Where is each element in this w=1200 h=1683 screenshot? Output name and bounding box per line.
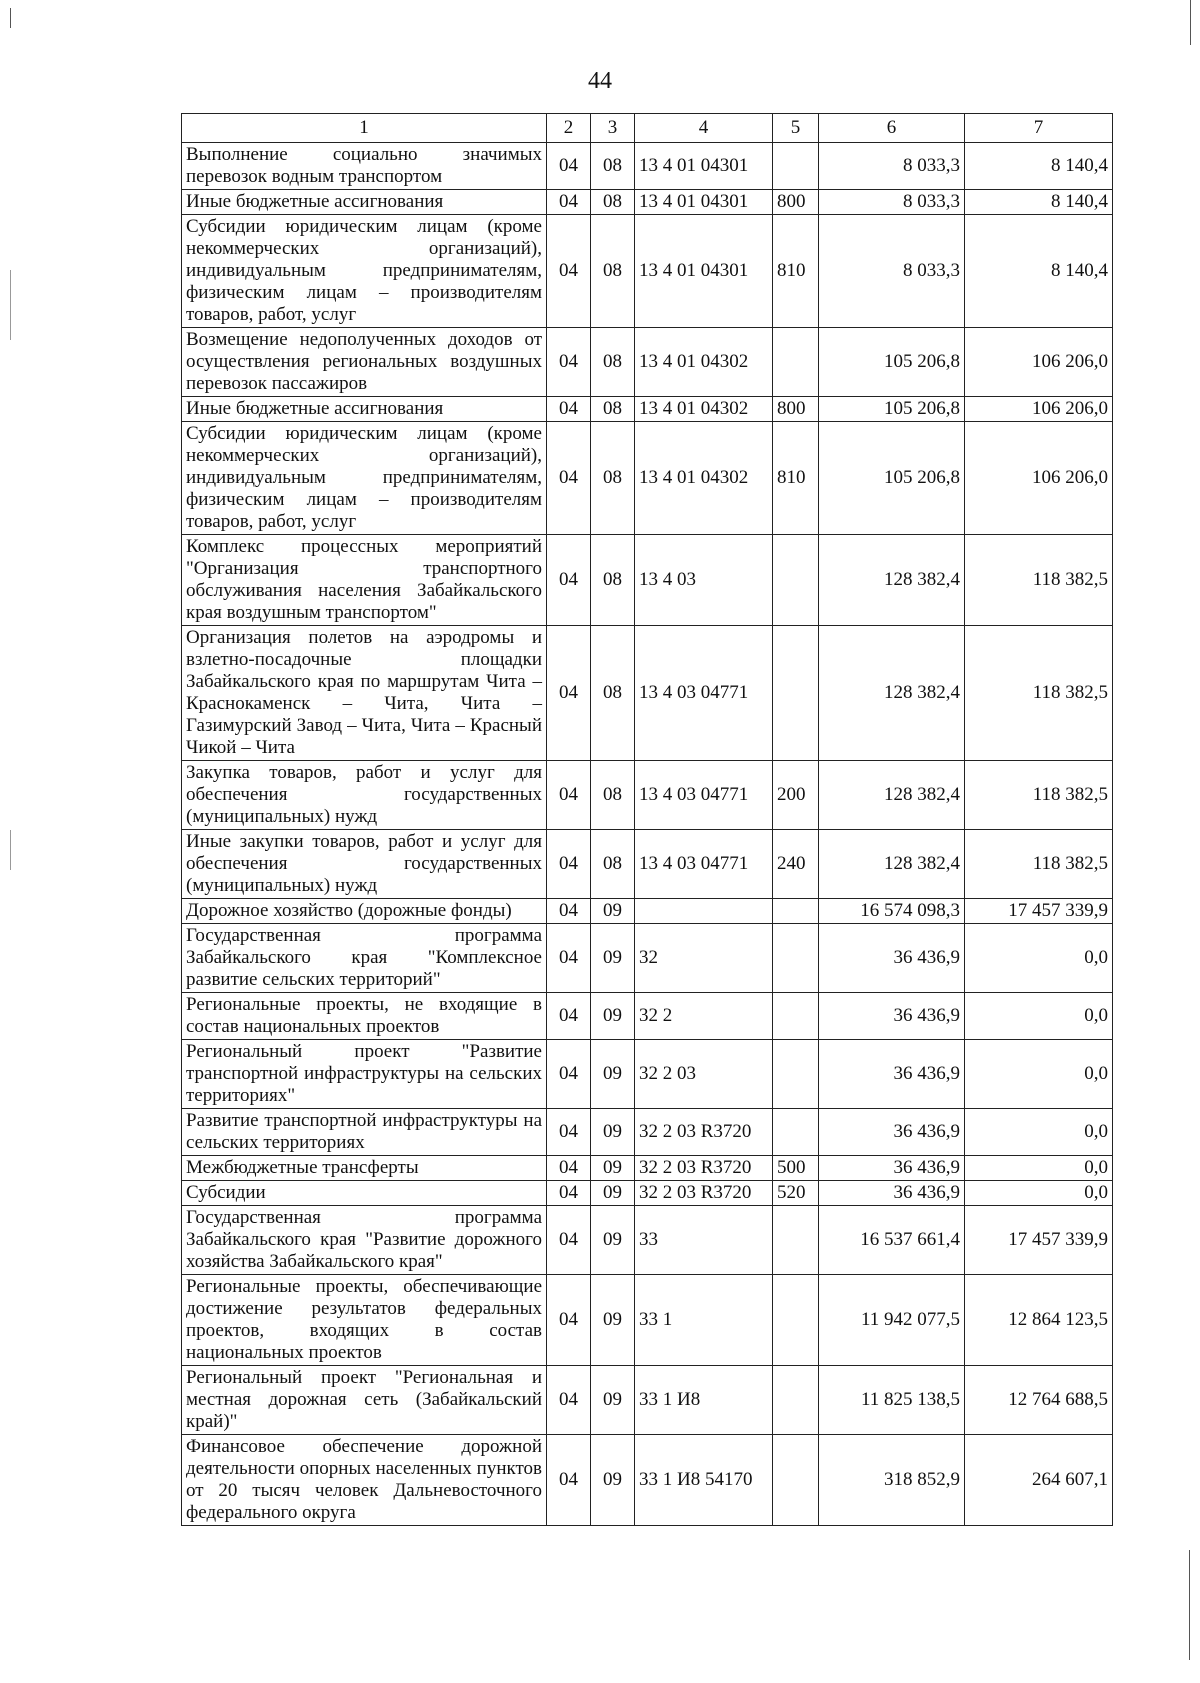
row-expense-type <box>773 1040 819 1109</box>
row-name: Региональные проекты, обеспечивающие достижение результатов федеральных проектов, входящих в состав национальных проектов <box>182 1275 547 1366</box>
row-subsection: 08 <box>591 422 635 535</box>
row-expense-type <box>773 626 819 761</box>
scan-mark <box>1189 1550 1190 1660</box>
row-program-code: 13 4 03 04771 <box>635 626 773 761</box>
row-amount-col6: 11 942 077,5 <box>819 1275 965 1366</box>
row-program-code: 13 4 01 04302 <box>635 397 773 422</box>
row-program-code: 32 <box>635 924 773 993</box>
row-expense-type <box>773 1206 819 1275</box>
row-amount-col6: 36 436,9 <box>819 993 965 1040</box>
row-amount-col7: 8 140,4 <box>965 215 1113 328</box>
row-program-code: 32 2 03 R3720 <box>635 1156 773 1181</box>
row-subsection: 08 <box>591 761 635 830</box>
row-section: 04 <box>547 1040 591 1109</box>
row-amount-col6: 128 382,4 <box>819 761 965 830</box>
row-name: Возмещение недополученных доходов от осуществления региональных воздушных перевозок пассажиров <box>182 328 547 397</box>
row-program-code: 13 4 01 04301 <box>635 190 773 215</box>
row-subsection: 09 <box>591 924 635 993</box>
row-section: 04 <box>547 190 591 215</box>
row-expense-type: 800 <box>773 397 819 422</box>
row-program-code: 13 4 03 <box>635 535 773 626</box>
row-section: 04 <box>547 143 591 190</box>
row-subsection: 08 <box>591 397 635 422</box>
row-amount-col7: 106 206,0 <box>965 328 1113 397</box>
row-amount-col7: 106 206,0 <box>965 397 1113 422</box>
row-program-code: 32 2 <box>635 993 773 1040</box>
table-row <box>182 535 1113 626</box>
row-program-code: 33 <box>635 1206 773 1275</box>
row-section: 04 <box>547 761 591 830</box>
row-section: 04 <box>547 924 591 993</box>
row-subsection: 08 <box>591 830 635 899</box>
table-row <box>182 924 1113 993</box>
table-row <box>182 830 1113 899</box>
row-program-code: 13 4 03 04771 <box>635 830 773 899</box>
header-col-3: 3 <box>591 114 635 143</box>
row-program-code: 33 1 И8 <box>635 1366 773 1435</box>
header-col-4: 4 <box>635 114 773 143</box>
row-name: Субсидии юридическим лицам (кроме некоммерческих организаций), индивидуальным предпринимателям, физическим лицам – производителям товаров, работ, услуг <box>182 215 547 328</box>
row-subsection: 09 <box>591 1156 635 1181</box>
row-expense-type: 800 <box>773 190 819 215</box>
row-amount-col6: 36 436,9 <box>819 1156 965 1181</box>
row-program-code: 33 1 И8 54170 <box>635 1435 773 1526</box>
row-amount-col6: 8 033,3 <box>819 143 965 190</box>
row-section: 04 <box>547 1181 591 1206</box>
row-subsection: 09 <box>591 993 635 1040</box>
row-amount-col6: 36 436,9 <box>819 924 965 993</box>
row-amount-col6: 8 033,3 <box>819 190 965 215</box>
row-subsection: 09 <box>591 1206 635 1275</box>
table-row <box>182 215 1113 328</box>
row-amount-col6: 36 436,9 <box>819 1040 965 1109</box>
table-row <box>182 1435 1113 1526</box>
row-subsection: 08 <box>591 143 635 190</box>
table-row <box>182 1156 1113 1181</box>
row-amount-col7: 0,0 <box>965 993 1113 1040</box>
row-subsection: 09 <box>591 1435 635 1526</box>
row-program-code: 32 2 03 R3720 <box>635 1109 773 1156</box>
row-amount-col6: 318 852,9 <box>819 1435 965 1526</box>
row-amount-col6: 11 825 138,5 <box>819 1366 965 1435</box>
row-expense-type: 520 <box>773 1181 819 1206</box>
row-expense-type: 500 <box>773 1156 819 1181</box>
header-col-1: 1 <box>182 114 547 143</box>
row-expense-type <box>773 143 819 190</box>
row-amount-col7: 106 206,0 <box>965 422 1113 535</box>
row-amount-col6: 36 436,9 <box>819 1181 965 1206</box>
table-row <box>182 328 1113 397</box>
row-section: 04 <box>547 993 591 1040</box>
row-section: 04 <box>547 1156 591 1181</box>
row-subsection: 08 <box>591 535 635 626</box>
row-section: 04 <box>547 899 591 924</box>
row-name: Закупка товаров, работ и услуг для обеспечения государственных (муниципальных) нужд <box>182 761 547 830</box>
page-number: 44 <box>588 68 612 94</box>
row-expense-type <box>773 993 819 1040</box>
row-amount-col7: 264 607,1 <box>965 1435 1113 1526</box>
budget-table <box>181 113 1113 1526</box>
row-amount-col7: 118 382,5 <box>965 830 1113 899</box>
row-amount-col7: 8 140,4 <box>965 143 1113 190</box>
scan-mark <box>10 270 11 340</box>
row-name: Государственная программа Забайкальского края "Развитие дорожного хозяйства Забайкальского края" <box>182 1206 547 1275</box>
row-name: Иные бюджетные ассигнования <box>182 397 547 422</box>
row-expense-type: 810 <box>773 422 819 535</box>
row-subsection: 09 <box>591 1040 635 1109</box>
row-expense-type <box>773 1435 819 1526</box>
row-subsection: 09 <box>591 1181 635 1206</box>
scan-mark <box>1190 0 1191 45</box>
row-subsection: 08 <box>591 626 635 761</box>
row-subsection: 08 <box>591 190 635 215</box>
row-name: Иные закупки товаров, работ и услуг для обеспечения государственных (муниципальных) нужд <box>182 830 547 899</box>
table-header-row <box>182 114 1113 143</box>
row-program-code <box>635 899 773 924</box>
row-expense-type <box>773 1275 819 1366</box>
row-name: Дорожное хозяйство (дорожные фонды) <box>182 899 547 924</box>
row-amount-col7: 118 382,5 <box>965 626 1113 761</box>
row-amount-col7: 118 382,5 <box>965 761 1113 830</box>
row-amount-col6: 105 206,8 <box>819 422 965 535</box>
row-program-code: 32 2 03 <box>635 1040 773 1109</box>
header-col-7: 7 <box>965 114 1113 143</box>
row-amount-col7: 0,0 <box>965 1156 1113 1181</box>
row-subsection: 09 <box>591 1275 635 1366</box>
row-expense-type <box>773 328 819 397</box>
table-row <box>182 1275 1113 1366</box>
row-section: 04 <box>547 422 591 535</box>
row-name: Организация полетов на аэродромы и взлетно-посадочные площадки Забайкальского края по маршрутам Чита – Краснокаменск – Чита, Чита – Газимурский Завод – Чита, Чита – Красный Чикой – Чита <box>182 626 547 761</box>
row-amount-col6: 105 206,8 <box>819 397 965 422</box>
row-section: 04 <box>547 1206 591 1275</box>
table-row <box>182 1040 1113 1109</box>
row-section: 04 <box>547 1366 591 1435</box>
row-expense-type <box>773 1366 819 1435</box>
table-row <box>182 1206 1113 1275</box>
row-name: Развитие транспортной инфраструктуры на сельских территориях <box>182 1109 547 1156</box>
table-row <box>182 1181 1113 1206</box>
row-section: 04 <box>547 328 591 397</box>
row-subsection: 09 <box>591 899 635 924</box>
row-section: 04 <box>547 397 591 422</box>
row-name: Субсидии юридическим лицам (кроме некоммерческих организаций), индивидуальным предпринимателям, физическим лицам – производителям товаров, работ, услуг <box>182 422 547 535</box>
row-program-code: 33 1 <box>635 1275 773 1366</box>
row-subsection: 08 <box>591 215 635 328</box>
row-section: 04 <box>547 1275 591 1366</box>
scan-mark <box>10 830 11 870</box>
table-row <box>182 1366 1113 1435</box>
row-expense-type <box>773 899 819 924</box>
row-amount-col7: 0,0 <box>965 1181 1113 1206</box>
row-expense-type: 200 <box>773 761 819 830</box>
header-col-6: 6 <box>819 114 965 143</box>
row-name: Государственная программа Забайкальского края "Комплексное развитие сельских территорий" <box>182 924 547 993</box>
row-program-code: 13 4 01 04302 <box>635 422 773 535</box>
row-section: 04 <box>547 215 591 328</box>
row-amount-col6: 128 382,4 <box>819 535 965 626</box>
row-amount-col6: 36 436,9 <box>819 1109 965 1156</box>
table-row <box>182 190 1113 215</box>
row-amount-col6: 105 206,8 <box>819 328 965 397</box>
row-program-code: 13 4 01 04302 <box>635 328 773 397</box>
row-subsection: 08 <box>591 328 635 397</box>
table-row <box>182 899 1113 924</box>
row-name: Региональный проект "Развитие транспортной инфраструктуры на сельских территориях" <box>182 1040 547 1109</box>
row-name: Региональные проекты, не входящие в состав национальных проектов <box>182 993 547 1040</box>
row-subsection: 09 <box>591 1366 635 1435</box>
table-body <box>182 143 1113 1526</box>
row-amount-col7: 17 457 339,9 <box>965 899 1113 924</box>
row-amount-col6: 8 033,3 <box>819 215 965 328</box>
table-row <box>182 993 1113 1040</box>
table-row <box>182 1109 1113 1156</box>
table-row <box>182 397 1113 422</box>
row-section: 04 <box>547 626 591 761</box>
row-name: Региональный проект "Региональная и местная дорожная сеть (Забайкальский край)" <box>182 1366 547 1435</box>
row-name: Иные бюджетные ассигнования <box>182 190 547 215</box>
row-name: Субсидии <box>182 1181 547 1206</box>
row-name: Финансовое обеспечение дорожной деятельности опорных населенных пунктов от 20 тысяч человек Дальневосточного федерального округа <box>182 1435 547 1526</box>
row-expense-type <box>773 924 819 993</box>
row-name: Межбюджетные трансферты <box>182 1156 547 1181</box>
row-amount-col7: 17 457 339,9 <box>965 1206 1113 1275</box>
header-col-5: 5 <box>773 114 819 143</box>
table-row <box>182 422 1113 535</box>
row-section: 04 <box>547 535 591 626</box>
header-col-2: 2 <box>547 114 591 143</box>
row-section: 04 <box>547 830 591 899</box>
row-amount-col7: 0,0 <box>965 1040 1113 1109</box>
row-amount-col7: 118 382,5 <box>965 535 1113 626</box>
row-program-code: 13 4 01 04301 <box>635 143 773 190</box>
row-subsection: 09 <box>591 1109 635 1156</box>
row-amount-col6: 16 537 661,4 <box>819 1206 965 1275</box>
row-program-code: 32 2 03 R3720 <box>635 1181 773 1206</box>
row-name: Комплекс процессных мероприятий "Организация транспортного обслуживания населения Забайкальского края воздушным транспортом" <box>182 535 547 626</box>
row-amount-col7: 12 764 688,5 <box>965 1366 1113 1435</box>
row-expense-type: 810 <box>773 215 819 328</box>
row-expense-type: 240 <box>773 830 819 899</box>
row-expense-type <box>773 535 819 626</box>
row-amount-col6: 128 382,4 <box>819 830 965 899</box>
row-amount-col7: 0,0 <box>965 1109 1113 1156</box>
scan-mark <box>10 8 11 28</box>
row-section: 04 <box>547 1435 591 1526</box>
row-amount-col7: 12 864 123,5 <box>965 1275 1113 1366</box>
row-amount-col6: 16 574 098,3 <box>819 899 965 924</box>
table-row <box>182 761 1113 830</box>
row-name: Выполнение социально значимых перевозок водным транспортом <box>182 143 547 190</box>
row-amount-col7: 8 140,4 <box>965 190 1113 215</box>
row-program-code: 13 4 01 04301 <box>635 215 773 328</box>
row-expense-type <box>773 1109 819 1156</box>
row-amount-col7: 0,0 <box>965 924 1113 993</box>
table-row <box>182 143 1113 190</box>
table-row <box>182 626 1113 761</box>
row-section: 04 <box>547 1109 591 1156</box>
row-amount-col6: 128 382,4 <box>819 626 965 761</box>
row-program-code: 13 4 03 04771 <box>635 761 773 830</box>
